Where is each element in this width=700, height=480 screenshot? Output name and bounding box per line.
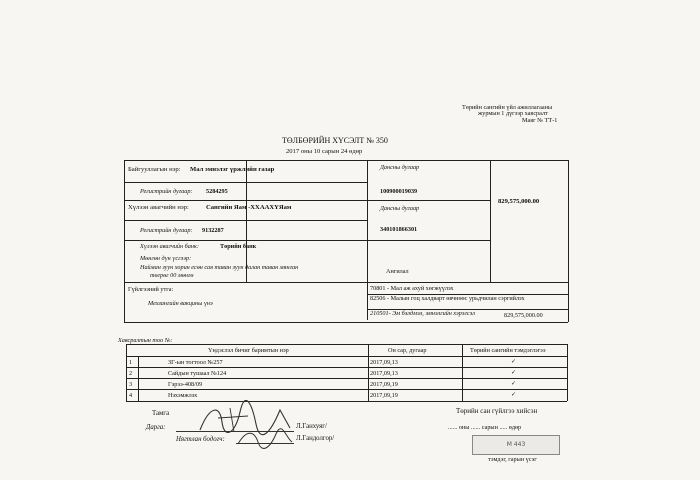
- payee-account-no: 340101866301: [380, 226, 418, 233]
- att-row-4-name: Нэхэмжлэх: [168, 392, 198, 399]
- purpose-text: Мехзангийн вакцины үнэ: [148, 300, 213, 307]
- code-row-2: 82506 - Малын гоц халдварт өвчнөөс урьдчилан сэргийлэх: [370, 295, 525, 302]
- form-header-line3: Маяг № ТТ-1: [522, 117, 558, 124]
- payee-name-label: Хүлээн авагчийн нэр:: [128, 204, 189, 211]
- treasury-date-line: ...... оны ...... сарын ..... өдөр: [448, 424, 522, 431]
- classification-label: Ангилал: [386, 268, 409, 275]
- att-row-1-name: ЗГ-ын тогтоол №257: [168, 359, 223, 366]
- att-header-date: Он сар, дугаар: [388, 347, 427, 354]
- treasury-stamp: М 443: [472, 435, 560, 455]
- amount-words-line2: төгрөг 00 мөнгө: [150, 272, 194, 279]
- att-row-3-no: 3: [129, 381, 133, 388]
- payee-account-label: Дансны дугаар: [380, 205, 420, 212]
- seal-label: Тамга: [152, 410, 170, 417]
- document-date: 2017 оны 10 сарын 24 өдөр: [286, 148, 363, 155]
- director-label: Дарга:: [146, 424, 166, 431]
- code-row-3: 210501- Эм бэлдмэл, эмнэлгийн хэрэгсэл: [370, 310, 475, 317]
- payer-reg-no: 5284295: [206, 188, 228, 195]
- att-row-4-mark: ✓: [511, 391, 517, 398]
- att-row-3-date: 2017,09,19: [370, 381, 398, 388]
- payer-org-name: Мал эмнэлэг үржлийн газар: [190, 166, 275, 173]
- document-title: ТӨЛБӨРИЙН ХҮСЭЛТ № 350: [282, 136, 388, 145]
- accountant-signature-image: [236, 428, 296, 450]
- payment-main-table: [124, 160, 568, 322]
- form-header-line2: журмын 1 дүгээр хавсралт: [478, 110, 548, 117]
- amount-words-line1: Найман зуун хорин есөн сая таван зуун далан таван мянган: [140, 264, 299, 271]
- payer-account-no: 100900019039: [380, 188, 418, 195]
- payee-bank: Төрийн банк: [220, 243, 257, 250]
- code-row-3-amount: 829,575,000.00: [504, 312, 543, 319]
- purpose-label: Гүйлгээний утга:: [128, 286, 174, 293]
- director-name: Л.Ганхуяг/: [296, 423, 327, 430]
- payer-reg-label: Регистрийн дугаар:: [140, 188, 193, 195]
- attachments-label: Хавсралтын тоо №:: [118, 337, 173, 344]
- treasury-title: Төрийн сан гүйлгээ хийсэн: [456, 407, 538, 415]
- form-header-line1: Төрийн сангийн үйл ажиллагааны: [462, 104, 553, 111]
- att-row-3-name: Гэрээ-408/09: [168, 381, 203, 388]
- code-row-1: 70801 - Мал аж ахуй хөгжүүлэх: [370, 285, 454, 292]
- payment-amount: 829,575,000.00: [498, 198, 540, 205]
- accountant-label: Нягтлан бодогч:: [176, 436, 225, 443]
- att-row-2-no: 2: [129, 370, 133, 377]
- att-row-2-date: 2017,09,13: [370, 370, 398, 377]
- att-row-1-mark: ✓: [511, 358, 517, 365]
- att-row-4-date: 2017,09,19: [370, 392, 398, 399]
- payer-account-label: Дансны дугаар: [380, 164, 420, 171]
- att-row-2-mark: ✓: [511, 369, 517, 376]
- att-row-4-no: 4: [129, 392, 133, 399]
- att-header-name: Үндэслэл бичиг баримтын нэр: [208, 347, 289, 354]
- att-row-2-name: Сайдын тушаал №124: [168, 370, 227, 377]
- treasury-sign-line: тэмдэг, гарын үсэг: [488, 456, 537, 463]
- att-row-1-no: 1: [129, 359, 133, 366]
- att-row-1-date: 2017,09,13: [370, 359, 398, 366]
- accountant-name: Л.Гандолгор/: [296, 435, 335, 442]
- attachments-table: [126, 344, 567, 401]
- payee-name: Сангийн Яам -ХХААХҮЯам: [206, 204, 292, 211]
- payer-org-label: Байгууллагын нэр:: [128, 166, 181, 173]
- payee-reg-no: 9132287: [202, 227, 224, 234]
- payee-bank-label: Хүлээн авагчийн банк:: [140, 243, 199, 250]
- amount-words-label: Мөнгөн дүн үсгээр:: [140, 255, 192, 262]
- att-row-3-mark: ✓: [511, 380, 517, 387]
- att-header-mark: Төрийн сангийн тэмдэглэгээ: [470, 347, 546, 354]
- payee-reg-label: Регистрийн дугаар:: [140, 227, 193, 234]
